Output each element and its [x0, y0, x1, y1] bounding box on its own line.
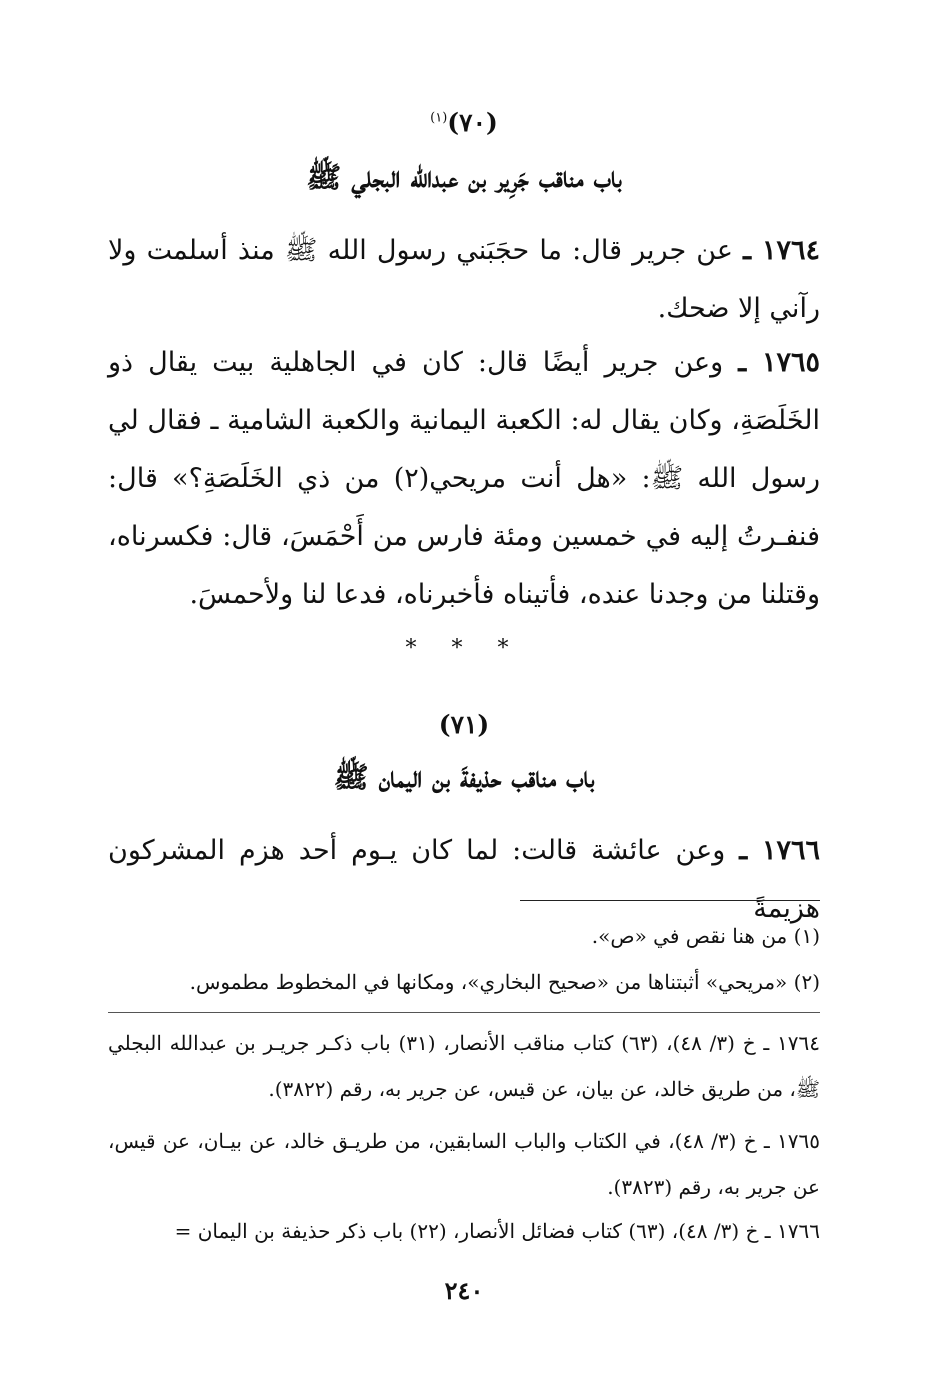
footnote-ref-1: (١) — [430, 110, 448, 126]
book-page — [108, 0, 820, 1374]
section-separator: * * * — [405, 636, 523, 661]
section-70-label: (٧٠) — [447, 108, 498, 137]
page-number: ٢٤٠ — [444, 1276, 484, 1305]
sources-divider — [108, 1012, 820, 1013]
source-1764: ١٧٦٤ ـ خ (٣/ ٤٨)، (٦٣) كتاب مناقب الأنصار، (٣١) باب ذكـر جريـر بن عبدالله البجلي ﷺ، من طريق خالد، عن بيان، عن قيس، عن جرير به، رقم (٣٨٢٢). — [108, 1031, 820, 1101]
footnote-1: (١) من هنا نقص في «ص». — [591, 924, 820, 948]
hadith-1766 — [108, 822, 820, 938]
hadith-1765 — [108, 334, 820, 624]
hadith-1764-text: عن جرير قال: ما حجَبَني رسول الله ﷺ منذ أسلمت ولا رآني إلا ضحك. — [108, 235, 820, 324]
hadith-1764-number: ١٧٦٤ ـ — [743, 235, 820, 266]
hadith-1766-text: وعن عائشة قالت: لما كان يـوم أحد هزم المشركون هزيمةً — [108, 835, 820, 924]
section-70-title: باب مناقب جَرِير بن عبدالله البجلي ﷺ — [306, 160, 622, 194]
hadith-1766-number: ١٧٦٦ ـ — [739, 835, 820, 866]
source-1766: ١٧٦٦ ـ خ (٣/ ٤٨)، (٦٣) كتاب فضائل الأنصار، (٢٢) باب ذكر حذيفة بن اليمان = — [174, 1219, 820, 1243]
section-71-number: (٧١) — [438, 710, 490, 739]
hadith-1765-text: وعن جرير أيضًا قال: كان في الجاهلية بيت يقال ذو الخَلَصَةِ، وكان يقال له: الكعبة اليمانية والكعبة الشامية ـ فقال لي رسول الله ﷺ: «هل أنت مريحي(٢) من ذي الخَلَصَةِ؟» قال: فنفـرتُ إليه في خمسين ومئة فارس من أَحْمَسَ، قال: فكسرناه، وقتلنا من وجدنا عنده، فأتيناه فأخبرناه، فدعا لنا ولأحمسَ. — [108, 347, 820, 610]
hadith-1765-number: ١٧٦٥ ـ — [738, 347, 820, 378]
footnote-divider — [520, 900, 820, 901]
source-1765: ١٧٦٥ ـ خ (٣/ ٤٨)، في الكتاب والباب السابقين، من طريـق خالد، عن بيـان، عن قيس، عن جرير به، رقم (٣٨٢٣). — [108, 1129, 820, 1199]
section-70-number — [108, 108, 820, 137]
hadith-1764 — [108, 222, 820, 338]
section-71-title: باب مناقب حذيفةَ بن اليمان ﷺ — [333, 760, 595, 794]
footnote-2: (٢) «مريحي» أثبتناها من «صحيح البخاري»، ومكانها في المخطوط مطموس. — [189, 970, 820, 994]
